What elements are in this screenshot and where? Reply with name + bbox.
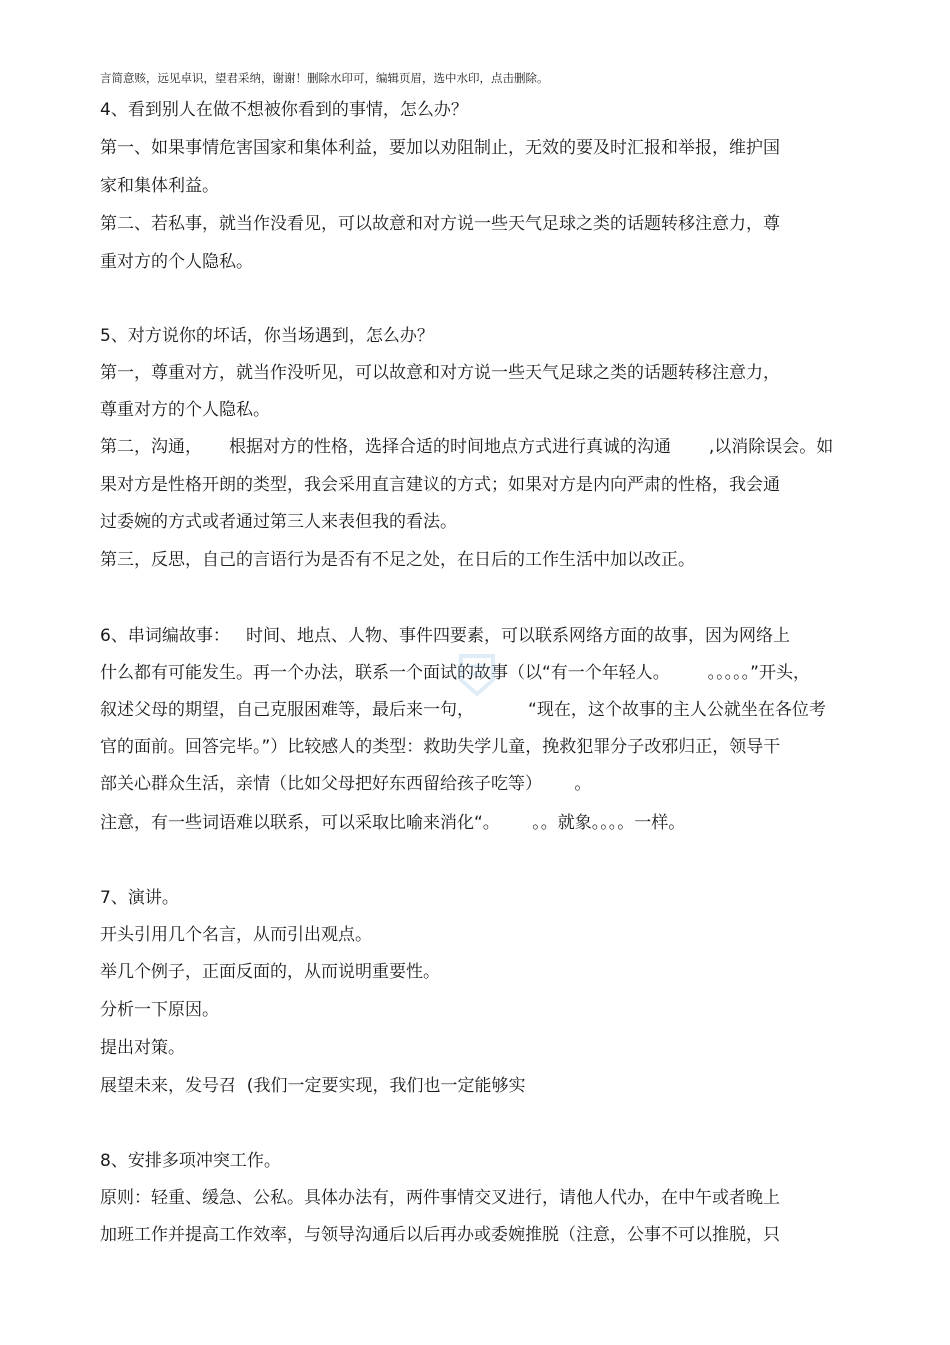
section-6-line: 什么都有可能发生。再一个办法，联系一个面试的故事（以“有一个年轻人。 。。。。。”开头， (100, 663, 810, 683)
section-8-line: 加班工作并提高工作效率，与领导沟通后以后再办或委婉推脱（注意，公事不可以推脱，只 (100, 1225, 780, 1245)
section-4-line: 第一、如果事情危害国家和集体利益，要加以劝阻制止，无效的要及时汇报和举报，维护国 (100, 138, 780, 158)
section-5-line: 第一，尊重对方，就当作没听见，可以故意和对方说一些天气足球之类的话题转移注意力， (100, 363, 780, 383)
section-7-line: 展望未来，发号召 (我们一定要实现，我们也一定能够实 (100, 1076, 526, 1096)
section-6-line: 部关心群众生活，亲情（比如父母把好东西留给孩子吃等） 。 (100, 774, 592, 794)
section-5-line: 过委婉的方式或者通过第三人来表但我的看法。 (100, 512, 457, 532)
section-7-line: 举几个例子，正面反面的，从而说明重要性。 (100, 962, 440, 982)
section-4-heading: 4、看到别人在做不想被你看到的事情，怎么办？ (100, 100, 468, 120)
section-7-line: 提出对策。 (100, 1038, 185, 1058)
header-note: 言简意赅，远见卓识，望君采纳，谢谢！删除水印可，编辑页眉，选中水印，点击删除。 (100, 71, 549, 85)
section-6-line: 注意，有一些词语难以联系，可以采取比喻来消化“。 。。就象。。。。一样。 (100, 813, 686, 833)
section-7-line: 分析一下原因。 (100, 1000, 219, 1020)
section-6-heading: 6、串词编故事： 时间、地点、人物、事件四要素，可以联系网络方面的故事，因为网络上 (100, 626, 791, 646)
watermark-shape-inner (469, 666, 485, 674)
section-7-line: 开头引用几个名言，从而引出观点。 (100, 925, 372, 945)
section-5-heading: 5、对方说你的坏话，你当场遇到，怎么办？ (100, 326, 434, 346)
section-7-heading: 7、演讲。 (100, 888, 179, 908)
section-6-line: 官的面前。回答完毕。”）比较感人的类型：救助失学儿童，挽救犯罪分子改邪归正，领导干 (100, 737, 781, 757)
section-6-line: 叙述父母的期望，自己克服困难等，最后来一句， “现在，这个故事的主人公就坐在各位考 (100, 700, 826, 720)
section-4-line: 第二、若私事，就当作没看见，可以故意和对方说一些天气足球之类的话题转移注意力，尊 (100, 214, 780, 234)
section-5-line: 尊重对方的个人隐私。 (100, 400, 270, 420)
section-4-line: 重对方的个人隐私。 (100, 252, 253, 272)
watermark-logo (455, 650, 499, 700)
section-8-line: 原则：轻重、缓急、公私。具体办法有，两件事情交叉进行，请他人代办，在中午或者晚上 (100, 1188, 780, 1208)
section-5-line: 第二，沟通， 根据对方的性格，选择合适的时间地点方式进行真诚的沟通 ,以消除误会。如 (100, 437, 834, 457)
section-5-line: 第三，反思，自己的言语行为是否有不足之处，在日后的工作生活中加以改正。 (100, 550, 695, 570)
section-8-heading: 8、安排多项冲突工作。 (100, 1151, 281, 1171)
section-4-line: 家和集体利益。 (100, 176, 219, 196)
section-5-line: 果对方是性格开朗的类型，我会采用直言建议的方式；如果对方是内向严肃的性格，我会通 (100, 475, 780, 495)
